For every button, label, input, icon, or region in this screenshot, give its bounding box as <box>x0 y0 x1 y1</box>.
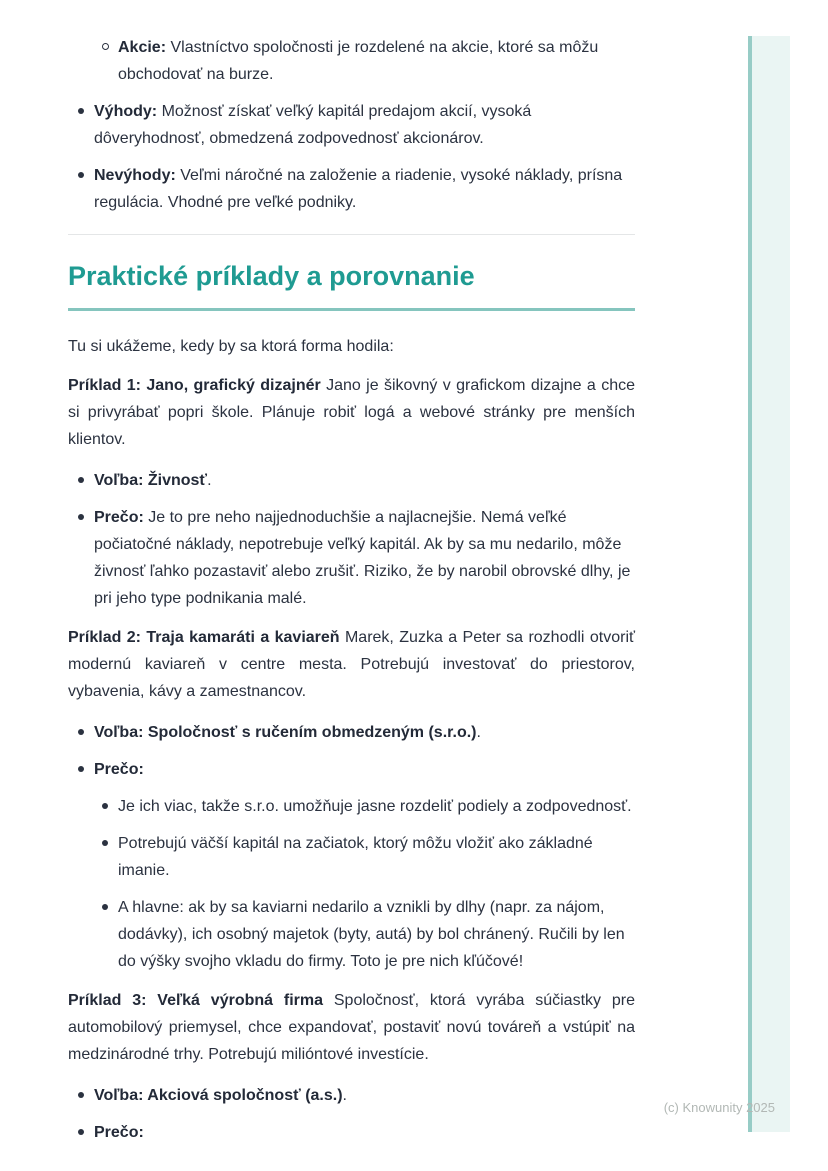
example2-sublist <box>68 793 635 975</box>
list-item-volba-2: Voľba: Spoločnosť s ručením obmedzeným (s.r.o.). <box>68 719 635 746</box>
example3-list <box>68 1082 635 1146</box>
sub-list-item: Potrebujú väčší kapitál na začiatok, ktorý môžu vložiť ako základné imanie. <box>92 830 635 884</box>
list-item-vyhody <box>68 98 635 152</box>
example3-title: Príklad 3: Veľká výrobná firma <box>68 992 324 1009</box>
document-content <box>68 0 635 1146</box>
bullet-disc-icon <box>78 108 84 114</box>
bullet-disc-icon <box>78 172 84 178</box>
example2-list <box>68 719 635 975</box>
bullet-disc-icon <box>102 904 108 910</box>
list-item-label: Akcie: <box>118 39 167 56</box>
example1-paragraph: Príklad 1: Jano, grafický dizajnér Jano je šikovný v grafickom dizajne a chce si privyrábať popri škole. Plánuje robiť logá a webové stránky pre menších klientov. <box>68 377 635 448</box>
list-item-volba-3: Voľba: Akciová spoločnosť (a.s.). <box>68 1082 635 1109</box>
example2-paragraph: Príklad 2: Traja kamaráti a kaviareň Marek, Zuzka a Peter sa rozhodli otvoriť modernú kaviareň v centre mesta. Potrebujú investovať do priestorov, vybavenia, kávy a zamestnancov. <box>68 629 636 700</box>
section-divider <box>68 234 635 235</box>
list-item-text: Nevýhody: Veľmi náročné na založenie a riadenie, vysoké náklady, prísna regulácia. Vhodné pre veľké podniky. <box>94 167 623 211</box>
right-margin-rail <box>748 36 790 1132</box>
sub-list-item: A hlavne: ak by sa kaviarni nedarilo a vznikli by dlhy (napr. za nájom, dodávky), ich osobný majetok (byty, autá) by bol chránený. Ručili by len do výšky svojho vkladu do firmy. Toto je pre nich kľúčové! <box>92 894 635 975</box>
bullet-disc-icon <box>102 840 108 846</box>
sub-list-item: Je ich viac, takže s.r.o. umožňuje jasne rozdeliť podiely a zodpovednosť. <box>92 793 635 820</box>
list-item-label: Prečo: <box>94 761 144 778</box>
list-item-label: Voľba: Akciová spoločnosť (a.s.) <box>94 1087 343 1104</box>
list-item-label: Prečo: <box>94 1124 144 1141</box>
bullet-disc-icon <box>78 1129 84 1135</box>
bullet-disc-icon <box>102 803 108 809</box>
list-item-text: Akcie: Vlastníctvo spoločnosti je rozdelené na akcie, ktoré sa môžu obchodovať na burze. <box>118 39 599 83</box>
example1-title: Príklad 1: Jano, grafický dizajnér <box>68 377 321 394</box>
list-item-nevyhody <box>68 162 635 216</box>
bullet-disc-icon <box>78 1092 84 1098</box>
list-item-preco-1: Prečo: Je to pre neho najjednoduchšie a najlacnejšie. Nemá veľké počiatočné náklady, nepotrebuje veľký kapitál. Ak by sa mu nedarilo, môže živnosť ľahko pozastaviť alebo zrušiť. Riziko, že by narobil obrovské dlhy, je pri jeho type podnikania malé. <box>68 504 635 612</box>
list-item-label: Prečo: <box>94 509 144 526</box>
bullet-disc-icon <box>78 477 84 483</box>
bullet-disc-icon <box>78 729 84 735</box>
bullet-disc-icon <box>78 514 84 520</box>
list-item-volba-1: Voľba: Živnosť. <box>68 467 635 494</box>
section-heading: Praktické príklady a porovnanie <box>68 259 635 311</box>
list-item-text: Výhody: Možnosť získať veľký kapitál predajom akcií, vysoká dôveryhodnosť, obmedzená zodpovednosť akcionárov. <box>94 103 532 147</box>
list-item-label: Nevýhody: <box>94 167 176 184</box>
list-item-preco-2 <box>68 756 635 783</box>
list-item-akcie <box>92 34 635 88</box>
list-item-label: Výhody: <box>94 103 158 120</box>
list-item-label: Voľba: Živnosť <box>94 472 208 489</box>
example2-title: Príklad 2: Traja kamaráti a kaviareň <box>68 629 340 646</box>
bullet-circle-icon <box>102 43 109 50</box>
list-item-label: Voľba: Spoločnosť s ručením obmedzeným (s.r.o.) <box>94 724 477 741</box>
list-item-preco-3 <box>68 1119 635 1146</box>
intro-paragraph: Tu si ukážeme, kedy by sa ktorá forma hodila: <box>68 338 394 355</box>
example1-list <box>68 467 635 612</box>
example3-paragraph: Príklad 3: Veľká výrobná firma Spoločnosť, ktorá vyrába súčiastky pre automobilový priemysel, chce expandovať, postaviť novú továreň a vstúpiť na medzinárodné trhy. Potrebujú milióntové investície. <box>68 992 635 1063</box>
copyright-watermark: (c) Knowunity 2025 <box>663 1100 775 1115</box>
bullet-disc-icon <box>78 766 84 772</box>
